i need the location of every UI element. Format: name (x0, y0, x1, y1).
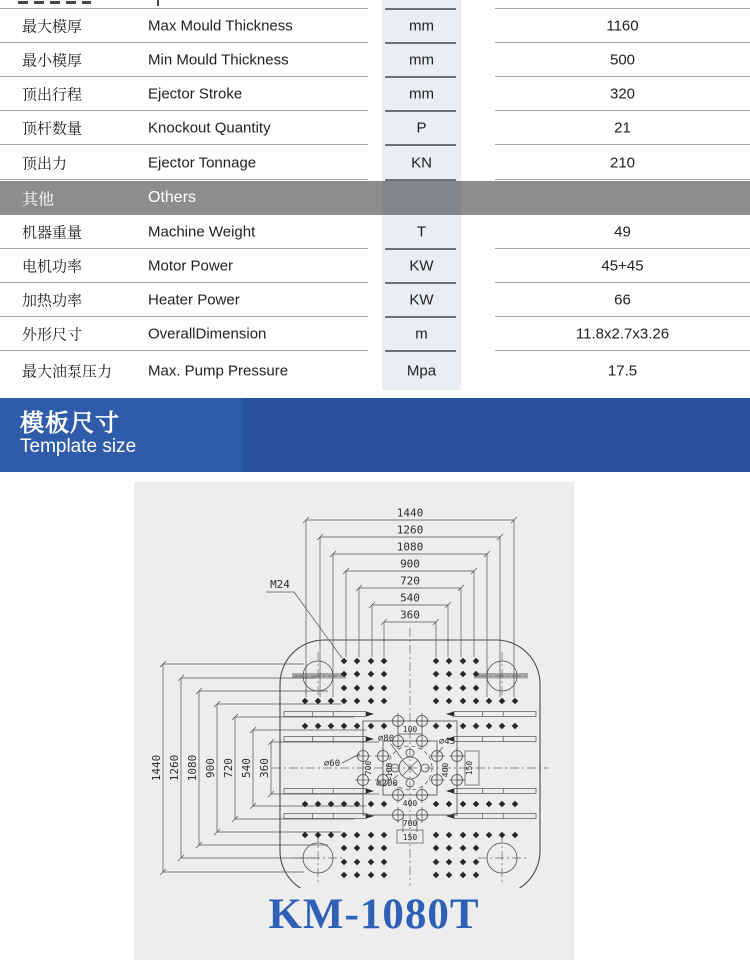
table-row (0, 317, 750, 351)
row-label-en: Ejector Stroke (148, 85, 243, 103)
row-value: 210 (609, 154, 636, 172)
table-row (0, 215, 750, 249)
row-divider (0, 8, 368, 9)
row-value: 17.5 (607, 362, 638, 379)
row-divider (495, 110, 750, 111)
row-label-cn: 外形尺寸 (22, 326, 83, 344)
dim-400-right: 400 (441, 762, 450, 778)
row-value: 66 (614, 291, 631, 309)
row-unit: T (416, 223, 427, 241)
row-divider (495, 179, 750, 180)
thread-label: M24 (270, 578, 290, 591)
table-row (0, 283, 750, 317)
row-label-en: Max. Pump Pressure (148, 362, 289, 379)
top-dim-label: 1080 (396, 540, 424, 554)
top-dim-label: 1260 (396, 523, 424, 537)
row-divider (385, 282, 456, 284)
row-unit: mm (409, 85, 434, 103)
spec-table (0, 0, 750, 390)
row-divider (385, 350, 456, 352)
row-divider (0, 76, 368, 77)
banner-title-cn: 模板尺寸 (20, 410, 120, 437)
left-dim-label: 540 (240, 758, 253, 778)
row-divider (495, 42, 750, 43)
row-divider (0, 316, 368, 317)
left-dim-label: 360 (258, 758, 271, 778)
table-row (0, 77, 750, 111)
template-drawing-card (134, 482, 574, 960)
row-divider (495, 144, 750, 145)
dia200-label: ∅200 (376, 779, 398, 789)
row-label-en: Min Mould Thickness (148, 51, 289, 69)
model-number: KM-1080T (268, 891, 480, 938)
table-row (0, 111, 750, 145)
thread-callout (266, 578, 342, 658)
row-divider (385, 144, 456, 146)
banner-title-en: Template size (20, 436, 137, 457)
row-divider (495, 282, 750, 283)
row-label-cn: 电机功率 (22, 258, 83, 276)
dim-700-bottom: 700 (402, 819, 418, 828)
row-divider (495, 76, 750, 77)
left-dim-label: 720 (222, 758, 235, 778)
row-divider (385, 316, 456, 318)
dia80-label: ∅80 (377, 734, 395, 744)
table-row (0, 9, 750, 43)
table-row (0, 351, 750, 390)
dim-100-top: 100 (402, 725, 418, 734)
row-label-cn: 顶杆数量 (22, 120, 83, 138)
row-divider (0, 144, 368, 145)
row-unit: m (415, 325, 428, 343)
row-divider (495, 316, 750, 317)
top-dim-label: 540 (400, 591, 420, 605)
top-dim-label: 360 (400, 608, 420, 622)
row-value: 1160 (606, 17, 639, 35)
row-unit: KN (411, 154, 432, 172)
row-label-en: Others (148, 189, 197, 206)
row-value: 320 (609, 85, 636, 103)
row-divider (495, 8, 750, 9)
row-value: 45+45 (601, 257, 644, 275)
row-label-cn: 加热功率 (22, 292, 83, 310)
row-label-cn: 其他 (22, 191, 55, 209)
row-label-en: Motor Power (148, 257, 234, 275)
row-unit: mm (409, 51, 434, 69)
row-label-en: Ejector Tonnage (148, 154, 257, 172)
table-row (0, 145, 750, 181)
row-label-en: Machine Weight (148, 223, 256, 241)
row-label-cn: 顶出行程 (22, 86, 83, 104)
row-divider (495, 350, 750, 351)
center-feature (324, 713, 479, 843)
row-label-cn: 机器重量 (22, 224, 83, 242)
dim-400-bottom: 400 (402, 799, 418, 808)
row-value: 21 (614, 119, 631, 137)
row-label-cn: 最大模厚 (22, 18, 83, 36)
dim-150-bottom: 150 (402, 833, 418, 842)
row-label-en: Max Mould Thickness (148, 17, 293, 35)
table-row (0, 249, 750, 283)
row-divider (0, 179, 368, 180)
unit-column-section-tint (382, 181, 461, 215)
row-divider (495, 248, 750, 249)
row-label-cn: 最大油泵压力 (22, 363, 113, 380)
row-divider (385, 8, 456, 10)
dim-150-right: 150 (465, 760, 474, 776)
left-dim-label: 900 (204, 758, 217, 778)
top-dim-label: 900 (400, 557, 420, 571)
row-divider (0, 282, 368, 283)
dia45-label: ∅45 (438, 737, 456, 747)
table-row (0, 43, 750, 77)
dim-700-left: 700 (364, 760, 373, 776)
row-divider (0, 350, 368, 351)
row-divider (385, 248, 456, 250)
template-drawing (134, 482, 574, 888)
row-divider (385, 76, 456, 78)
row-divider (0, 110, 368, 111)
row-unit: KW (409, 257, 434, 275)
left-dim-label: 1260 (168, 754, 181, 782)
row-label-cn: 最小模厚 (22, 52, 83, 70)
row-unit: KW (409, 291, 434, 309)
row-divider (0, 42, 368, 43)
row-unit: Mpa (406, 362, 437, 379)
left-dim-label: 1440 (150, 754, 163, 782)
table-section-row (0, 181, 750, 215)
row-value: 500 (609, 51, 636, 69)
row-label-en: Knockout Quantity (148, 119, 271, 137)
top-dim-label: 720 (400, 574, 420, 588)
row-unit: mm (409, 17, 434, 35)
row-label-en: Heater Power (148, 291, 240, 309)
row-value: 49 (614, 223, 631, 241)
row-unit: P (416, 119, 427, 137)
dim-100-inner: 100 (385, 762, 394, 778)
row-divider (385, 110, 456, 112)
row-label-cn: 顶出力 (22, 155, 68, 173)
row-divider (385, 42, 456, 44)
row-value: 11.8x2.7x3.26 (575, 325, 670, 343)
row-divider (385, 179, 456, 181)
row-label-en: OverallDimension (148, 325, 267, 343)
row-divider (0, 248, 368, 249)
left-dim-label: 1080 (186, 754, 199, 782)
dia60-label: ∅60 (323, 759, 341, 769)
section-banner (0, 398, 750, 472)
top-dim-label: 1440 (396, 506, 424, 520)
